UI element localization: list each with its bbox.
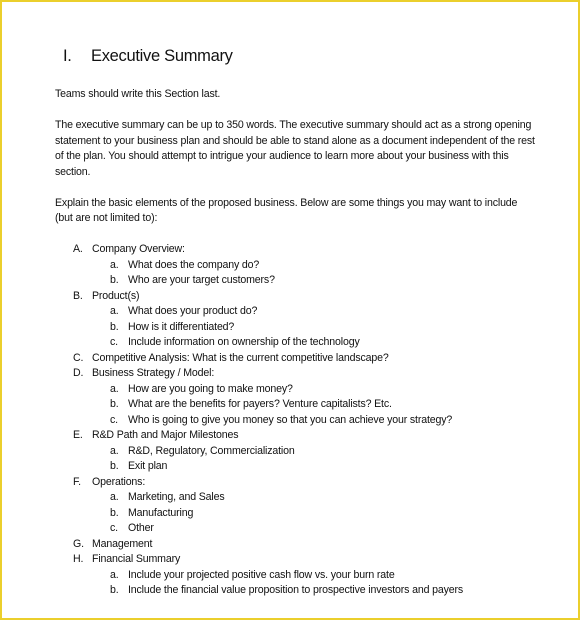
outline-item-financial-summary <box>55 552 535 568</box>
outline-list <box>55 242 535 599</box>
sub-label: R&D, Regulatory, Commercialization <box>128 444 295 457</box>
paragraph-intro: Teams should write this Section last. <box>55 88 221 100</box>
section-heading <box>63 45 535 67</box>
sub-marker: b. <box>110 460 119 472</box>
sub-item <box>55 490 535 506</box>
outline-item-business-strategy <box>55 366 535 382</box>
sub-label: Include information on ownership of the technology <box>128 336 360 348</box>
sub-marker: a. <box>110 305 119 317</box>
paragraph-word-limit: The executive summary can be up to 350 words. The executive summary should act as a strong opening statement to your business plan and should be able to stand alone as a document independent of the rest of the plan. You should attempt to intrigue your audience to learn more about your business with this section. <box>55 119 535 178</box>
sub-marker: a. <box>110 568 119 581</box>
sub-marker: a. <box>110 444 119 457</box>
sub-label: Include your projected positive cash flow vs. your burn rate <box>128 568 395 581</box>
sub-item <box>55 304 535 320</box>
outline-marker: E. <box>73 429 83 441</box>
outline-item-operations <box>55 475 535 491</box>
sub-label: What does the company do? <box>128 258 260 271</box>
outline-label: Competitive Analysis: What is the current competitive landscape? <box>92 351 389 364</box>
outline-item-management <box>55 537 535 553</box>
outline-label: Company Overview: <box>92 243 185 255</box>
sub-marker: a. <box>110 258 119 271</box>
sub-item <box>55 258 535 274</box>
outline-label: Business Strategy / Model: <box>92 367 215 379</box>
outline-label: Financial Summary <box>92 553 181 565</box>
sub-item <box>55 583 535 599</box>
sub-label: Other <box>128 522 154 534</box>
sub-marker: b. <box>110 506 119 519</box>
sub-item <box>55 320 535 336</box>
sub-item <box>55 444 535 460</box>
outline-marker: C. <box>73 351 84 364</box>
outline-marker: A. <box>73 243 83 255</box>
sub-label: Marketing, and Sales <box>128 491 225 503</box>
sub-marker: b. <box>110 320 119 333</box>
sub-marker: c. <box>110 336 118 348</box>
outline-item-company-overview <box>55 242 535 258</box>
sub-label: Manufacturing <box>128 506 194 519</box>
outline-marker: B. <box>73 289 83 302</box>
paragraph-elements: Explain the basic elements of the proposed business. Below are some things you may want to include (but are not limited to): <box>55 196 518 224</box>
sub-marker: b. <box>110 274 119 286</box>
outline-marker: D. <box>73 367 84 379</box>
document-content <box>55 45 535 599</box>
outline-label: Management <box>92 537 153 550</box>
outline-marker: G. <box>73 537 84 550</box>
sub-marker: a. <box>110 382 119 395</box>
sub-item <box>55 273 535 289</box>
outline-item-products <box>55 289 535 305</box>
sub-label: Exit plan <box>128 460 168 472</box>
sub-item <box>55 459 535 475</box>
sub-label: Who are your target customers? <box>128 274 275 286</box>
outline-item-rd-path <box>55 428 535 444</box>
sub-marker: b. <box>110 398 119 410</box>
sub-item <box>55 568 535 584</box>
outline-marker: H. <box>73 553 84 565</box>
sub-label: How are you going to make money? <box>128 382 293 395</box>
sub-marker: c. <box>110 522 118 534</box>
sub-item <box>55 397 535 413</box>
outline-label: Operations: <box>92 475 146 488</box>
sub-label: Who is going to give you money so that you can achieve your strategy? <box>128 413 453 426</box>
sub-marker: a. <box>110 491 119 503</box>
outline-marker: F. <box>73 475 81 488</box>
sub-label: What are the benefits for payers? Venture capitalists? Etc. <box>128 398 392 410</box>
outline-item-competitive-analysis <box>55 351 535 367</box>
sub-label: What does your product do? <box>128 305 258 317</box>
sub-label: Include the financial value proposition to prospective investors and payers <box>128 584 464 596</box>
sub-marker: c. <box>110 413 118 426</box>
sub-item <box>55 382 535 398</box>
sub-marker: b. <box>110 584 119 596</box>
sub-item <box>55 521 535 537</box>
sub-item <box>55 506 535 522</box>
sub-item <box>55 335 535 351</box>
outline-label: Product(s) <box>92 289 140 302</box>
outline-label: R&D Path and Major Milestones <box>92 429 239 441</box>
sub-label: How is it differentiated? <box>128 320 235 333</box>
section-title: Executive Summary <box>91 47 233 65</box>
section-number: I. <box>63 47 72 65</box>
sub-item <box>55 413 535 429</box>
